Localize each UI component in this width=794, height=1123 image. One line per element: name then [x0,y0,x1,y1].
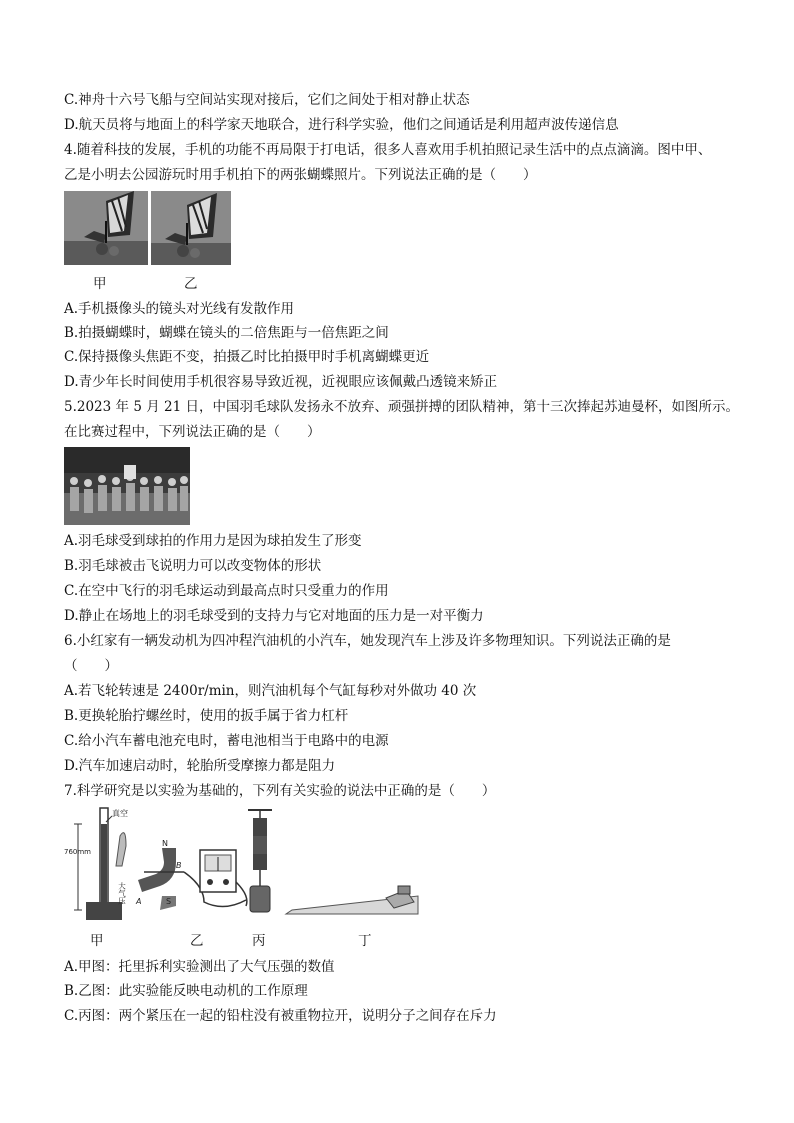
caption-jia: 甲 [93,276,107,292]
q7-stem: 7.科学研究是以实验为基础的，下列有关实验的说法中正确的是（ ） [64,783,496,799]
q6-stem-line2: （ ） [64,658,118,674]
label-vacuum: 真空 [112,809,128,818]
label-N: N [162,839,168,848]
q6-option-d: D.汽车加速启动时，轮胎所受摩擦力都是阻力 [64,758,336,774]
butterfly-photo-yi [151,191,231,265]
label-atm-pressure: 大气压 [117,882,127,905]
q7-caption-jia: 甲 [90,933,104,949]
q7-experiment-figure [64,806,420,926]
q4-stem-line1: 4.随着科技的发展，手机的功能不再局限于打电话，很多人喜欢用手机拍照记录生活中的点点滴滴。图中甲、 [64,142,712,158]
q5-stem-line1: 5.2023 年 5 月 21 日，中国羽毛球队发扬永不放弃、顽强拼搏的团队精神，第十三次捧起苏迪曼杯，如图所示。 [64,399,739,415]
q4-stem-line2: 乙是小明去公园游玩时用手机拍下的两张蝴蝶照片。下列说法正确的是（ ） [64,167,537,183]
q7-option-a: A.甲图：托里拆利实验测出了大气压强的数值 [64,959,335,975]
label-B: B [176,861,182,870]
label-760mm: 760mm [64,848,91,856]
label-S: S [166,897,172,906]
q5-option-a: A.羽毛球受到球拍的作用力是因为球拍发生了形变 [64,533,362,549]
q7-option-b: B.乙图：此实验能反映电动机的工作原理 [64,983,308,999]
q4-option-c: C.保持摄像头焦距不变，拍摄乙时比拍摄甲时手机离蝴蝶更近 [64,349,430,365]
q5-option-c: C.在空中飞行的羽毛球运动到最高点时只受重力的作用 [64,583,389,599]
butterfly-photo-jia [64,191,148,265]
label-A: A [136,897,142,906]
q3-option-d: D.航天员将与地面上的科学家天地联合，进行科学实验，他们之间通话是利用超声波传递信息 [64,117,619,133]
q6-option-b: B.更换轮胎拧螺丝时，使用的扳手属于省力杠杆 [64,708,349,724]
q6-stem-line1: 6.小红家有一辆发动机为四冲程汽油机的小汽车，她发现汽车上涉及许多物理知识。下列说法正确的是 [64,633,671,649]
q4-option-a: A.手机摄像头的镜头对光线有发散作用 [64,301,295,317]
q7-option-c: C.丙图：两个紧压在一起的铅柱没有被重物拉开，说明分子之间存在斥力 [64,1008,497,1024]
q6-option-c: C.给小汽车蓄电池充电时，蓄电池相当于电路中的电源 [64,733,389,749]
incline-block [286,886,418,914]
q4-option-d: D.青少年长时间使用手机很容易导致近视，近视眼应该佩戴凸透镜来矫正 [64,374,498,390]
q5-option-b: B.羽毛球被击飞说明力可以改变物体的形状 [64,558,322,574]
q7-caption-yi: 乙 [190,933,204,949]
q4-option-b: B.拍摄蝴蝶时，蝴蝶在镜头的二倍焦距与一倍焦距之间 [64,325,389,341]
caption-yi: 乙 [184,276,198,292]
lead-cylinders [248,810,272,912]
q7-caption-bing: 丙 [252,933,266,949]
q7-caption-ding: 丁 [358,933,372,949]
badminton-team-photo [64,447,190,525]
q6-option-a: A.若飞轮转速是 2400r/min，则汽油机每个气缸每秒对外做功 40 次 [64,683,477,699]
q3-option-c: C.神舟十六号飞船与空间站实现对接后，它们之间处于相对静止状态 [64,92,470,108]
q5-option-d: D.静止在场地上的羽毛球受到的支持力与它对地面的压力是一对平衡力 [64,608,484,624]
q5-stem-line2: 在比赛过程中，下列说法正确的是（ ） [64,424,321,440]
magnet-galvanometer [138,848,247,910]
